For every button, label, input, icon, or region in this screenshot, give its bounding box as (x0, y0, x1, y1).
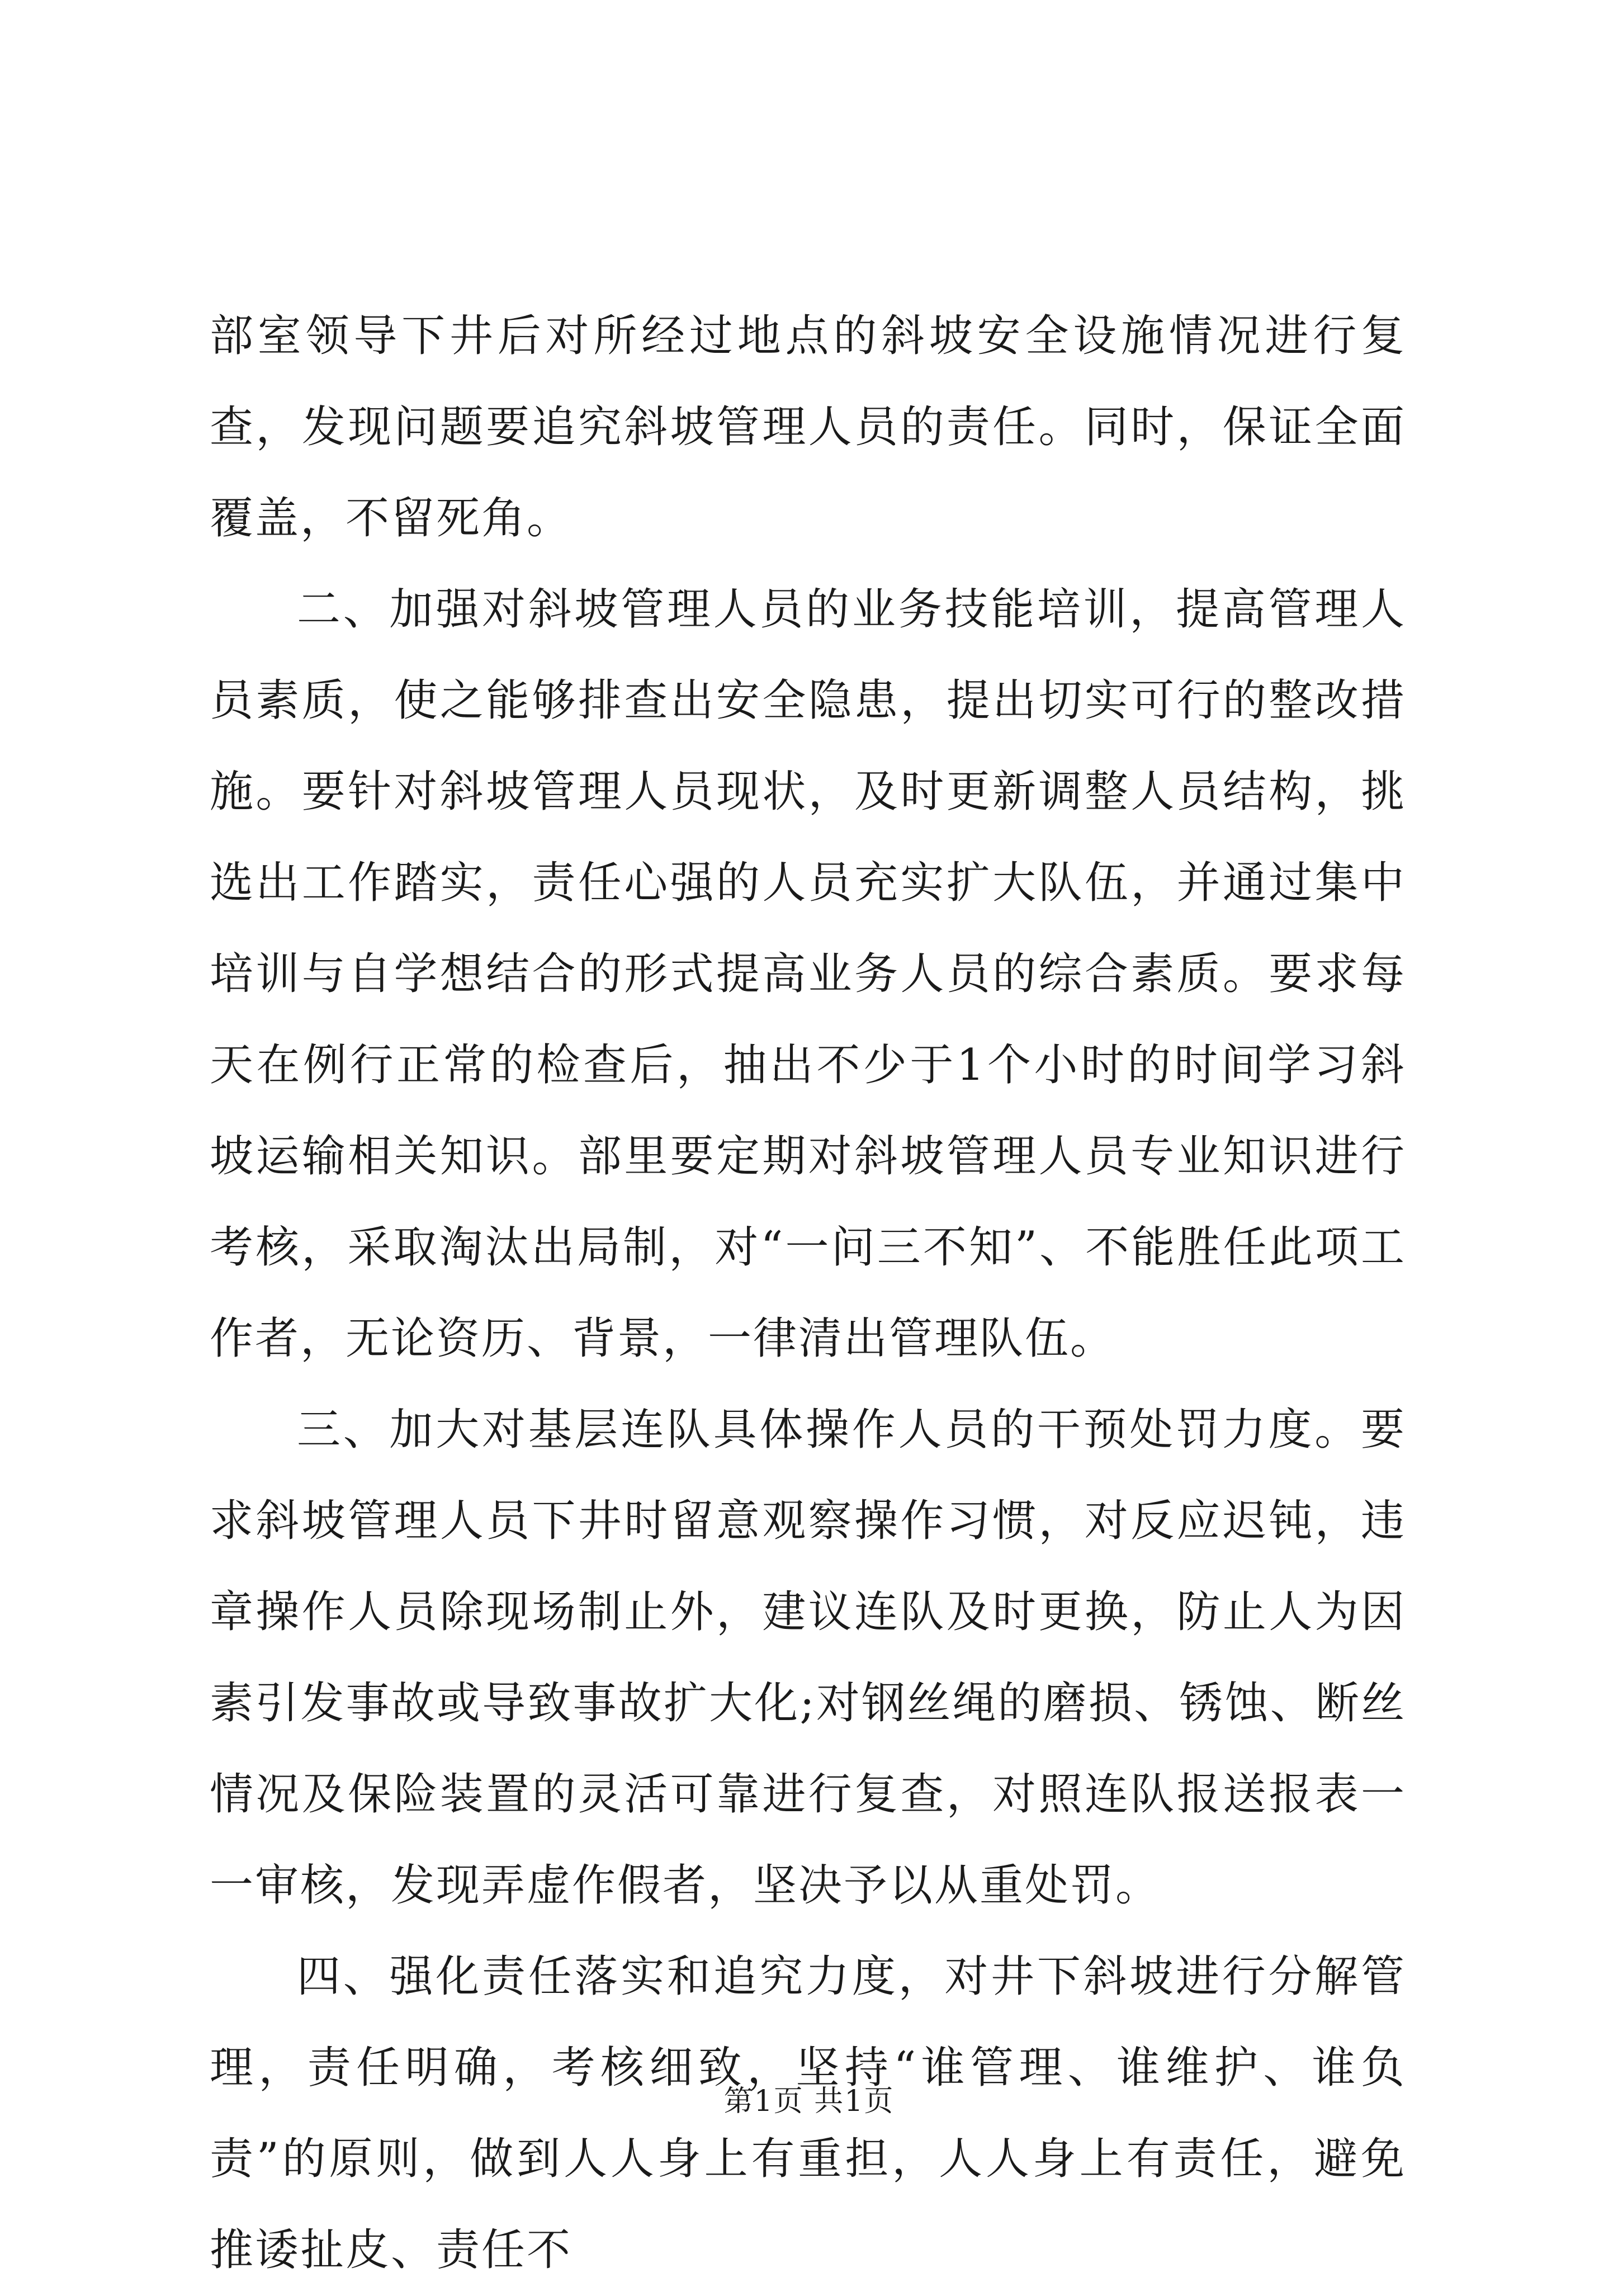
paragraph-1: 部室领导下井后对所经过地点的斜坡安全设施情况进行复查，发现问题要追究斜坡管理人员的责任。同时，保证全面覆盖，不留死角。 (210, 311, 1406, 544)
page-number-footer: 第1页 共1页 (723, 2085, 895, 2118)
paragraph-4: 四、强化责任落实和追究力度，对井下斜坡进行分解管理，责任明确，考核细致，坚持“谁管理、谁维护、谁负责”的原则，做到人人身上有重担，人人身上有责任，避免推诿扯皮、责任不 (210, 1952, 1406, 2275)
document-body (210, 291, 1406, 2296)
paragraph-3: 三、加大对基层连队具体操作人员的干预处罚力度。要求斜坡管理人员下井时留意观察操作习惯，对反应迟钝，违章操作人员除现场制止外，建议连队及时更换，防止人为因素引发事故或导致事故扩大化;对钢丝绳的磨损、锈蚀、断丝情况及保险装置的灵活可靠进行复查，对照连队报送报表一一审核，发现弄虚作假者，坚决予以从重处罚。 (210, 1405, 1406, 1911)
paragraph-2: 二、加强对斜坡管理人员的业务技能培训，提高管理人员素质，使之能够排查出安全隐患，提出切实可行的整改措施。要针对斜坡管理人员现状，及时更新调整人员结构，挑选出工作踏实，责任心强的人员充实扩大队伍，并通过集中培训与自学想结合的形式提高业务人员的综合素质。要求每天在例行正常的检查后，抽出不少于1个小时的时间学习斜坡运输相关知识。部里要定期对斜坡管理人员专业知识进行考核，采取淘汰出局制，对“一问三不知”、不能胜任此项工作者，无论资历、背景，一律清出管理队伍。 (210, 584, 1406, 1364)
